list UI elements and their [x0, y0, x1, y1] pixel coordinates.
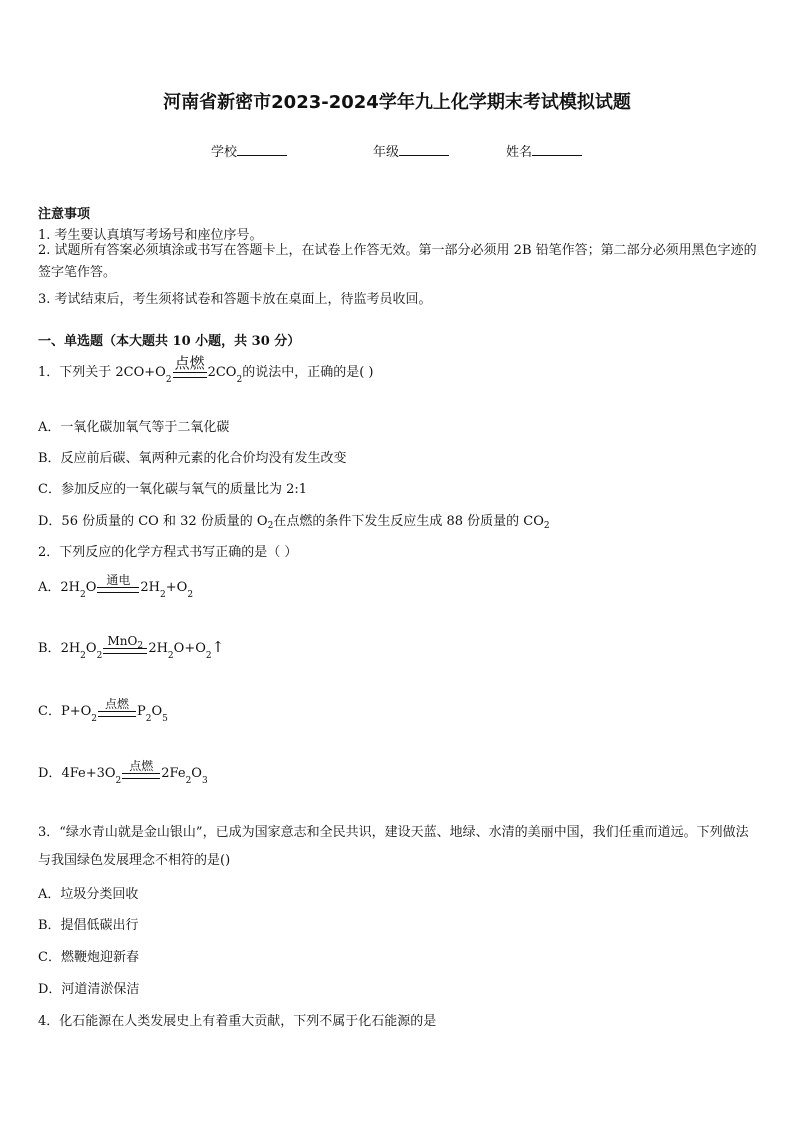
- question-2-stem: 2．下列反应的化学方程式书写正确的是（ ）: [38, 545, 298, 560]
- notice-item-3: 3. 考试结束后，考生须将试卷和答题卡放在桌面上，待监考员收回。: [38, 292, 432, 307]
- q2-option-a[interactable]: A． 2H 2 O 通电 2H 2 +O 2: [38, 573, 194, 600]
- equals-sign: [103, 648, 147, 654]
- equals-sign: [97, 587, 139, 593]
- question-3-stem: 3．“绿水青山就是金山银山”，已成为国家意志和全民共识，建设天蓝、地绿、水清的美丽中国，我们任重而道远。下列做法与我国绿色发展理念不相符的是(): [38, 825, 749, 868]
- q1-option-c[interactable]: C．参加反应的一氧化碳与氧气的质量比为 2:1: [38, 482, 308, 497]
- reaction-condition: 点燃: [98, 697, 136, 717]
- reaction-condition: 点燃: [173, 355, 207, 378]
- q2-option-c[interactable]: C． P+O 2 点燃 P 2 O 5: [38, 697, 168, 724]
- school-blank[interactable]: [237, 142, 287, 156]
- question-4-stem: 4．化石能源在人类发展史上有着重大贡献，下列不属于化石能源的是: [38, 1014, 437, 1029]
- q1-option-d[interactable]: D．56 份质量的 CO 和 32 份质量的 $O_2$在点燃的条件下发生反应生成 88 份质量的 $CO_2$: [38, 514, 550, 531]
- q3-option-c[interactable]: C．燃鞭炮迎新春: [38, 950, 139, 965]
- q3-option-b[interactable]: B．提倡低碳出行: [38, 918, 139, 933]
- name-field[interactable]: [506, 141, 582, 160]
- gas-up-arrow-icon: ↑: [211, 638, 225, 656]
- notice-heading: 注意事项: [38, 207, 91, 222]
- equals-sign: [98, 711, 136, 717]
- reaction-condition: 点燃: [122, 759, 160, 779]
- notice-item-1: 1. 考生要认真填写考场号和座位序号。: [38, 228, 263, 243]
- q3-option-a[interactable]: A．垃圾分类回收: [38, 887, 139, 902]
- school-label: 学校: [211, 145, 238, 160]
- question-1-stem: 1．下列关于 2CO+O 2 点燃 2CO 2 的说法中，正确的是( ): [38, 354, 374, 385]
- equals-sign: [122, 773, 160, 779]
- name-label: 姓名: [506, 145, 533, 160]
- school-field[interactable]: [211, 141, 287, 160]
- q2-option-d[interactable]: D． 4Fe+3O 2 点燃 2Fe 2 O 3: [38, 759, 208, 786]
- q2-option-b[interactable]: B． 2H 2 O 2 MnO$_2$ 2H 2 O+O 2 ↑: [38, 634, 225, 661]
- grade-field[interactable]: [373, 141, 449, 160]
- notice-item-2: 2. 试题所有答案必须填涂或书写在答题卡上，在试卷上作答无效。第一部分必须用 2B 铅笔作答；第二部分必须用黑色字迹的签字笔作答。: [38, 243, 757, 280]
- section-heading: 一、单选题（本大题共 10 小题，共 30 分）: [38, 334, 301, 349]
- name-blank[interactable]: [532, 142, 582, 156]
- equals-sign: [173, 372, 207, 378]
- grade-label: 年级: [373, 145, 400, 160]
- exam-title: 河南省新密市2023-2024学年九上化学期末考试模拟试题: [163, 92, 631, 113]
- reaction-condition: 通电: [97, 573, 139, 593]
- reaction-condition: MnO$_2$: [103, 634, 147, 654]
- q3-option-d[interactable]: D．河道清淤保洁: [38, 982, 140, 997]
- q1-option-a[interactable]: A．一氧化碳加氧气等于二氧化碳: [38, 420, 230, 435]
- q1-option-b[interactable]: B．反应前后碳、氧两种元素的化合价均没有发生改变: [38, 451, 347, 466]
- grade-blank[interactable]: [399, 142, 449, 156]
